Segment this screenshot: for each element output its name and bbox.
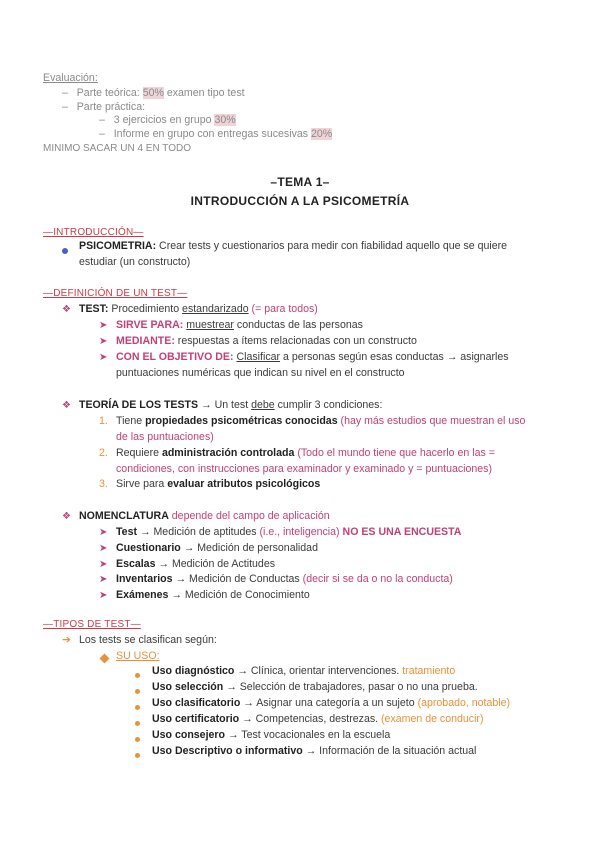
nomen-note: depende del campo de aplicación	[168, 510, 330, 522]
diamond-bullet-icon: ❖	[62, 304, 71, 315]
diamond-bullet-icon: ❖	[62, 400, 71, 411]
nomen-line	[79, 509, 330, 524]
def-test-line	[79, 302, 318, 317]
def-test-label: TEST:	[79, 303, 109, 315]
nomen-item	[116, 557, 275, 572]
tipos-item	[152, 728, 390, 743]
bullet-icon	[135, 732, 140, 747]
tipos-item-term: Uso certificatorio	[152, 713, 240, 725]
nomen-item	[116, 525, 461, 540]
eval-informe-percent: 20%	[311, 128, 333, 140]
tipos-item-term: Uso diagnóstico	[152, 665, 235, 677]
arrow-bullet-icon: ➤	[99, 574, 108, 585]
eval-heading: Evaluación:	[43, 72, 98, 84]
nomen-item-note: (decir si se da o no la conducta)	[302, 573, 453, 585]
tipos-item-note: tratamiento	[402, 665, 456, 677]
intro-line-2: estudiar (un constructo)	[79, 256, 191, 268]
nomen-item-term: Escalas	[116, 558, 156, 570]
list-number: 3.	[99, 478, 108, 490]
def-objetivo-line-2: puntuaciones numéricas que indican su nivel en el constructo	[116, 367, 405, 379]
teoria-item-2-line-2: condiciones, con instrucciones para examinador y examinado y = puntuaciones)	[116, 463, 493, 475]
nomen-item-term: Test	[116, 526, 137, 538]
tipos-su-uso: SU USO:	[116, 650, 160, 662]
list-number: 1.	[99, 415, 108, 427]
def-mediante-text: respuestas a ítems relacionadas con un constructo	[174, 335, 417, 347]
nomen-item-text: → Medición de Actitudes	[155, 558, 276, 570]
eval-teoria-text: Parte teórica:	[76, 87, 143, 99]
eval-teoria-tail: examen tipo test	[163, 87, 245, 99]
def-test-note: (= para todos)	[248, 303, 318, 315]
teoria-underlined: debe	[251, 399, 275, 411]
eval-ejercicios-text: 3 ejercicios en grupo	[113, 114, 215, 126]
intro-text: Crear tests y cuestionarios para medir con fiabilidad aquello que se quiere	[156, 240, 508, 252]
diamond-bullet-icon: ❖	[62, 511, 71, 522]
bullet-icon	[135, 716, 140, 731]
def-sirve-text: conductas de las personas	[233, 319, 363, 331]
tipos-item	[152, 744, 476, 759]
def-test-underlined: estandarizado	[182, 303, 249, 315]
bullet-icon	[135, 748, 140, 763]
tipos-item-text: → Información de la situación actual	[302, 745, 477, 757]
def-sirve-label: SIRVE PARA:	[116, 319, 184, 331]
nomen-item	[116, 572, 453, 587]
arrow-bullet-icon: ➤	[99, 320, 108, 331]
tipos-item-note: (examen de conducir)	[381, 713, 484, 725]
teoria-item-bold: propiedades psicométricas conocidas	[145, 415, 338, 427]
def-test-text: Procedimiento	[108, 303, 183, 315]
eval-minimo: MINIMO SACAR UN 4 EN TODO	[43, 143, 191, 154]
section-heading-tipos: —TIPOS DE TEST—	[43, 619, 141, 630]
list-number: 2.	[99, 447, 108, 459]
tipos-item	[152, 680, 478, 695]
nomen-item	[116, 588, 310, 603]
tipos-item-text: → Competencias, destrezas.	[239, 713, 382, 725]
teoria-item-2	[116, 446, 495, 461]
tipos-item	[152, 664, 455, 679]
tipos-item-term: Uso consejero	[152, 729, 226, 741]
def-objetivo-line	[116, 350, 509, 365]
nomen-item	[116, 541, 318, 556]
nomen-item-term: Exámenes	[116, 589, 169, 601]
tipos-item-text: → Selección de trabajadores, pasar o no una prueba.	[223, 681, 478, 693]
arrow-bullet-icon: ➤	[99, 352, 108, 363]
eval-teoria-percent: 50%	[142, 87, 164, 99]
eval-practica-text: Parte práctica:	[76, 101, 146, 113]
nomen-item-term: Cuestionario	[116, 542, 181, 554]
tipos-item-text: → Test vocacionales en la escuela	[225, 729, 391, 741]
bullet-icon	[135, 700, 140, 715]
nomen-item-text: → Medición de Conocimiento	[168, 589, 310, 601]
eval-informe-text: Informe en grupo con entregas sucesivas	[113, 128, 312, 140]
def-mediante-line	[116, 334, 417, 349]
diamond-bullet-icon	[101, 652, 108, 667]
nomen-item-text: → Medición de Conductas	[172, 573, 303, 585]
def-objetivo-text: a personas según esas conductas → asignarles	[280, 351, 509, 363]
page-title: INTRODUCCIÓN A LA PSICOMETRÍA	[190, 194, 410, 208]
intro-line-1	[79, 239, 507, 254]
teoria-item-3	[116, 477, 320, 492]
def-mediante-label: MEDIANTE:	[116, 335, 175, 347]
nomen-item-note: (i.e., inteligencia)	[259, 526, 340, 538]
teoria-item-text: Tiene	[116, 415, 146, 427]
teoria-item-1-line-2: de las puntuaciones)	[116, 431, 214, 443]
eval-informe: – Informe en grupo con entregas sucesivas 20%	[99, 128, 333, 140]
tipos-item-term: Uso selección	[152, 681, 224, 693]
bullet-icon	[135, 668, 140, 683]
tipos-item-text: → Asignar una categoría a un sujeto	[240, 697, 418, 709]
tipos-item-note: (aprobado, notable)	[417, 697, 511, 709]
teoria-item-text: Sirve para	[116, 478, 168, 490]
section-heading-introduccion: —INTRODUCCIÓN—	[43, 227, 144, 238]
eval-ejercicios-percent: 30%	[214, 114, 236, 126]
tipos-item-term: Uso Descriptivo o informativo	[152, 745, 303, 757]
teoria-text: → Un test	[198, 399, 252, 411]
nomen-item-term: Inventarios	[116, 573, 173, 585]
teoria-item-text: Requiere	[116, 447, 162, 459]
tipos-item	[152, 712, 484, 727]
intro-term: PSICOMETRIA:	[79, 240, 157, 252]
eval-ejercicios: – 3 ejercicios en grupo 30%	[99, 114, 236, 126]
teoria-item-note: (hay más estudios que muestran el uso	[337, 415, 526, 427]
teoria-item-note: (Todo el mundo tiene que hacerlo en las =	[294, 447, 495, 459]
arrow-right-icon: ➔	[62, 634, 71, 646]
arrow-bullet-icon: ➤	[99, 336, 108, 347]
nomen-item-emphasis: NO ES UNA ENCUESTA	[339, 526, 462, 538]
section-heading-definicion: —DEFINICIÓN DE UN TEST—	[43, 288, 188, 299]
eval-teoria: – Parte teórica: 50% examen tipo test	[62, 87, 245, 99]
tipos-item-text: → Clínica, orientar intervenciones.	[234, 665, 403, 677]
def-objetivo-label: CON EL OBJETIVO DE:	[116, 351, 234, 363]
teoria-tail: cumplir 3 condiciones:	[274, 399, 383, 411]
bullet-icon	[135, 684, 140, 699]
arrow-bullet-icon: ➤	[99, 543, 108, 554]
teoria-label: TEORÍA DE LOS TESTS	[79, 399, 199, 411]
arrow-bullet-icon: ➤	[99, 559, 108, 570]
def-sirve-underlined: muestrear	[186, 319, 234, 331]
bullet-icon	[62, 244, 68, 259]
arrow-bullet-icon: ➤	[99, 527, 108, 538]
eval-practica: – Parte práctica:	[62, 101, 146, 113]
teoria-item-bold: administración controlada	[161, 447, 295, 459]
def-objetivo-underlined: Clasificar	[236, 351, 281, 363]
nomen-label: NOMENCLATURA	[79, 510, 169, 522]
tipos-item	[152, 696, 510, 711]
nomen-item-text: → Medición de personalidad	[180, 542, 318, 554]
teoria-line	[79, 398, 382, 413]
teoria-item-1	[116, 414, 525, 429]
topic-number: –TEMA 1–	[270, 175, 330, 189]
teoria-item-bold: evaluar atributos psicológicos	[167, 478, 321, 490]
tipos-item-term: Uso clasificatorio	[152, 697, 241, 709]
tipos-intro: Los tests se clasifican según:	[79, 634, 217, 646]
def-sirve-line	[116, 318, 363, 333]
arrow-bullet-icon: ➤	[99, 590, 108, 601]
nomen-item-text: → Medición de aptitudes	[137, 526, 260, 538]
